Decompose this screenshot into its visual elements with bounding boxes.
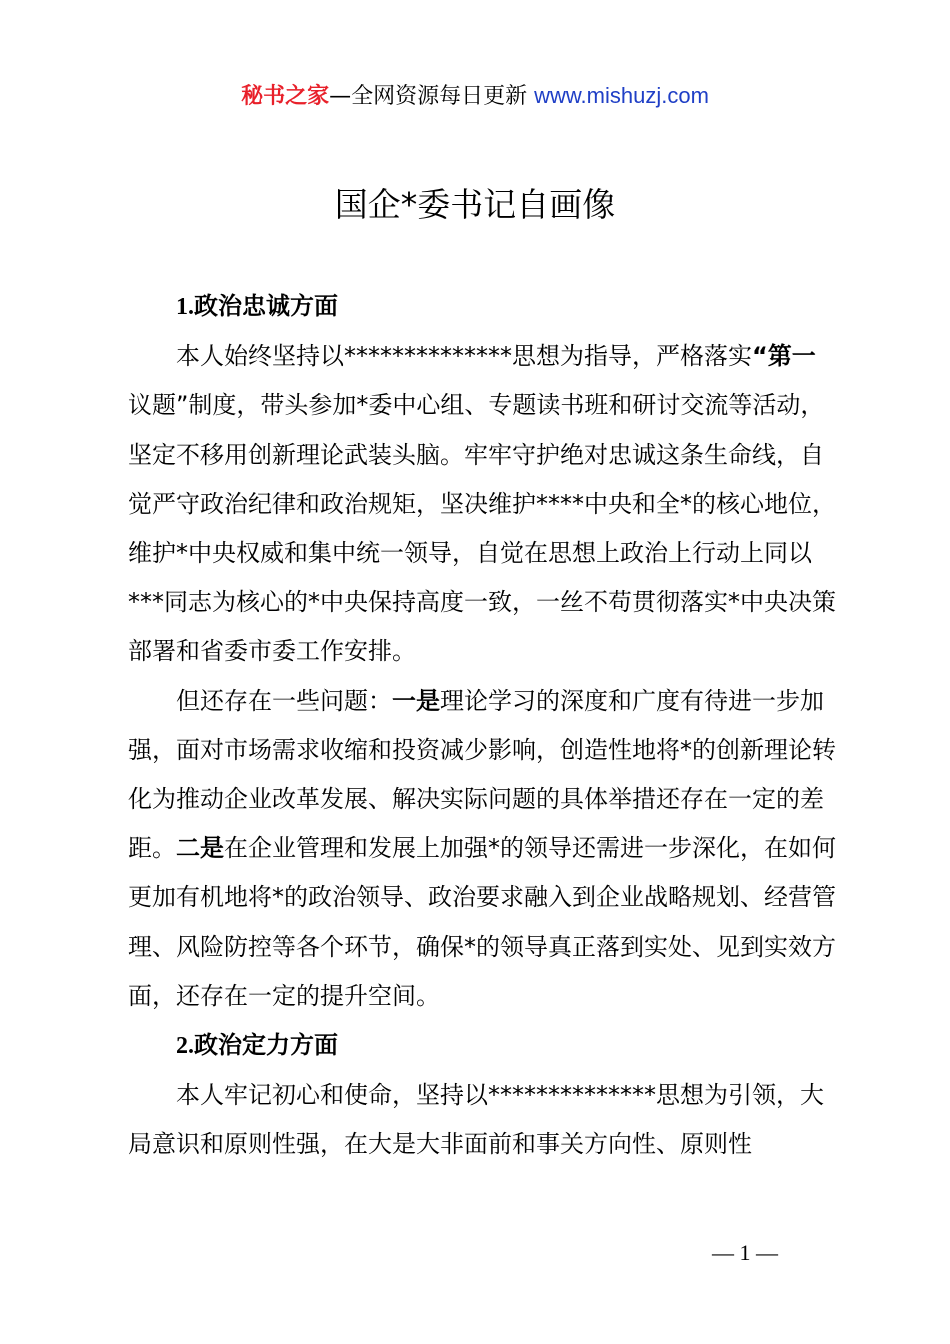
banner-slogan: —全网资源每日更新 bbox=[329, 84, 535, 109]
section-heading-2 bbox=[128, 1021, 836, 1071]
section-heading-text: 政治定力方面 bbox=[194, 1031, 338, 1060]
brand-name: 秘书之家 bbox=[241, 84, 330, 109]
page-number: — 1 — bbox=[712, 1240, 778, 1265]
paragraph bbox=[128, 1071, 836, 1169]
bold-text-run: 二是 bbox=[176, 834, 224, 863]
site-banner bbox=[0, 80, 950, 113]
document-title: 国企*委书记自画像 bbox=[334, 185, 616, 224]
section-heading-text: 政治忠诚方面 bbox=[194, 292, 338, 320]
text-run: 本人牢记初心和使命，坚持以**************思想为引领，大局意识和原则性强，在大是大非面前和事关方向性、原则性 bbox=[128, 1081, 824, 1159]
bold-text-run: 一是 bbox=[392, 686, 440, 715]
section-number: 2. bbox=[176, 1033, 194, 1060]
text-run: 理论学习的深度和广度有待进一步加强，面对市场需求收缩和投资减少影响，创造性地将*的创新理论转化为推动企业改革发展、解决实际问题的具体举措还存在一定的差距。 bbox=[128, 686, 836, 863]
section-heading-1 bbox=[128, 282, 836, 332]
paragraph bbox=[128, 677, 836, 1021]
document-body bbox=[128, 282, 836, 1170]
text-run: 在企业管理和发展上加强*的领导还需进一步深化，在如何更加有机地将*的政治领导、政治要求融入到企业战略规划、经营管理、风险防控等各个环节，确保*的领导真正落到实处、见到实效方面，还存在一定的提升空间。 bbox=[128, 834, 836, 1010]
text-run: 议题”制度，带头参加*委中心组、专题读书班和研讨交流等活动，坚定不移用创新理论武装头脑。牢牢守护绝对忠诚这条生命线，自觉严守政治纪律和政治规矩，坚决维护****中央和全*的核心地位，维护*中央权威和集中统一领导，自觉在思想上政治上行动上同以***同志为核心的*中央保持高度一致，一丝不苟贯彻落实*中央决策部署和省委市委工作安排。 bbox=[128, 391, 836, 666]
paragraph bbox=[128, 332, 836, 676]
text-run: 但还存在一些问题： bbox=[176, 686, 392, 715]
site-url-link[interactable]: www.mishuzj.com bbox=[534, 83, 709, 108]
bold-text-run: “第一 bbox=[752, 342, 816, 371]
text-run: 本人始终坚持以**************思想为指导，严格落实 bbox=[176, 342, 752, 371]
section-number: 1. bbox=[176, 294, 194, 320]
